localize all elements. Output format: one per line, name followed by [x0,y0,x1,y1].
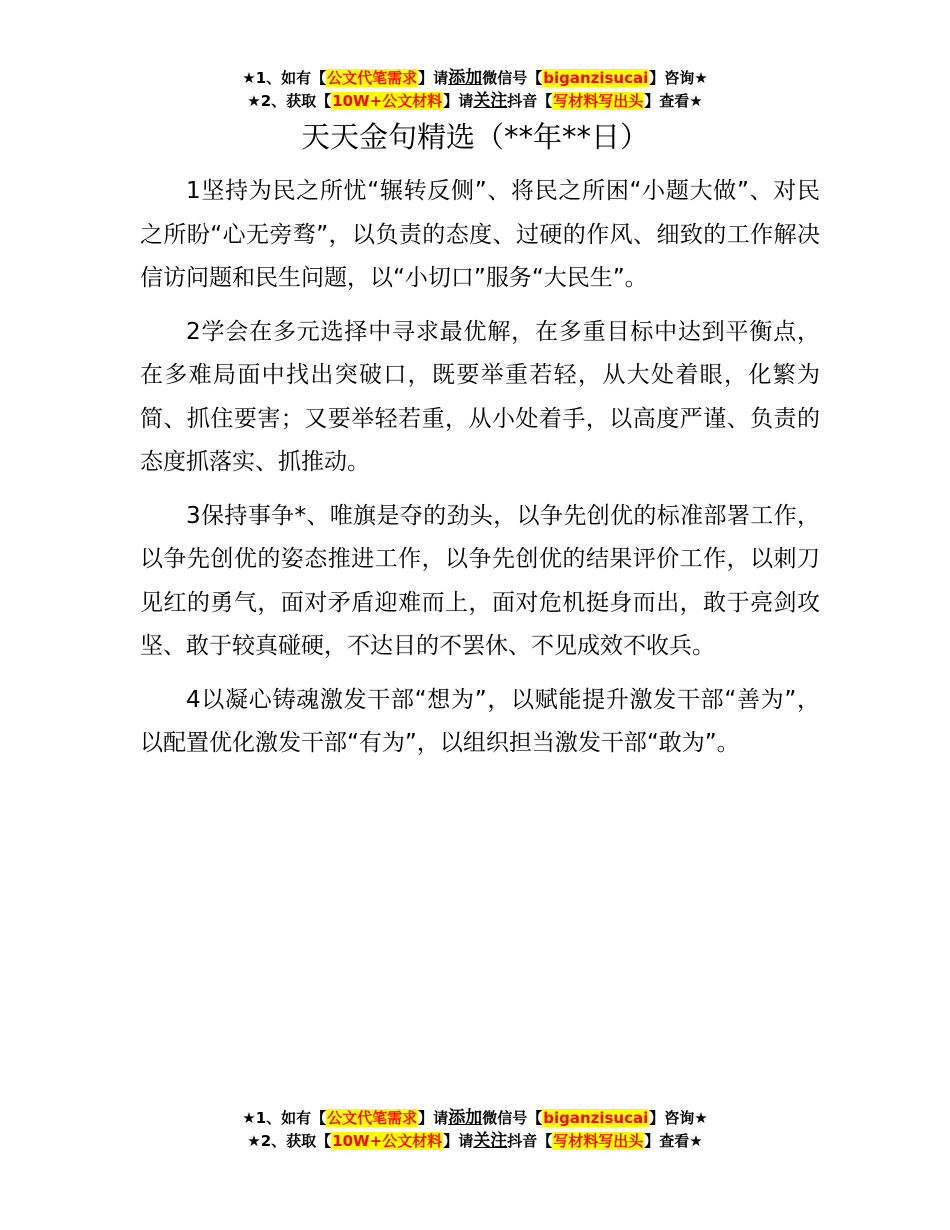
promo-line-1-highlight-wechat: biganzisucai [543,69,649,87]
promo-line-1-underlined: 添加 [448,68,483,88]
promo-footer-line-2-prefix: ★2、获取【 [247,1132,332,1150]
promo-line-1-middle: 】请 [418,69,449,87]
promo-footer-line-1-suffix: 】咨询★ [649,1109,708,1127]
promo-footer-line-2-middle-2: 抖音【 [507,1132,553,1150]
promo-line-1-suffix: 】咨询★ [649,69,708,87]
promo-footer-line-2-highlight-douyin: 写材料写出头 [553,1132,644,1150]
promo-footer-line-2-suffix: 】查看★ [644,1132,703,1150]
promo-line-2-prefix: ★2、获取【 [247,92,332,110]
paragraph-4: 4以凝心铸魂激发干部“想为”，以赋能提升激发干部“善为”，以配置优化激发干部“有为”，以组织担当激发干部“敢为”。 [140,686,820,756]
promo-line-1-middle-2: 微信号【 [482,69,543,87]
promo-footer-line-2 [0,1130,950,1153]
promo-line-2-middle: 】请 [443,92,474,110]
promo-line-2 [0,90,950,113]
promo-footer-line-1-prefix: ★1、如有【 [242,1109,327,1127]
document-body [140,170,820,776]
promo-line-1 [0,67,950,90]
promo-line-1-highlight-service: 公文代笔需求 [327,69,418,87]
paragraph-3: 3保持事争*、唯旗是夺的劲头，以争先创优的标准部署工作，以争先创优的姿态推进工作，以争先创优的结果评价工作，以刺刀见红的勇气，面对矛盾迎难而上，面对危机挺身而出，敢于亮剑攻坚、敢于较真碰硬，不达目的不罢休、不见成效不收兵。 [140,502,820,659]
document-title: 天天金句精选（**年**日） [300,120,649,154]
promo-footer-line-1-middle-2: 微信号【 [482,1109,543,1127]
paragraph-1: 1坚持为民之所忧“辗转反侧”、将民之所困“小题大做”、对民之所盼“心无旁骛”，以负责的态度、过硬的作风、细致的工作解决信访问题和民生问题，以“小切口”服务“大民生”。 [140,178,820,291]
promo-line-2-underlined: 关注 [473,91,508,111]
promo-footer-line-2-middle: 】请 [443,1132,474,1150]
promo-header [0,67,950,113]
promo-footer [0,1107,950,1153]
promo-line-2-middle-2: 抖音【 [507,92,553,110]
promo-line-2-suffix: 】查看★ [644,92,703,110]
paragraph-2: 2学会在多元选择中寻求最优解，在多重目标中达到平衡点，在多难局面中找出突破口，既要举重若轻，从大处着眼，化繁为简、抓住要害；又要举轻若重，从小处着手，以高度严谨、负责的态度抓落实、抓推动。 [140,318,820,475]
promo-footer-line-2-underlined: 关注 [473,1131,508,1151]
promo-footer-line-1-middle: 】请 [418,1109,449,1127]
promo-line-1-prefix: ★1、如有【 [242,69,327,87]
promo-footer-line-1-underlined: 添加 [448,1108,483,1128]
promo-footer-line-1 [0,1107,950,1130]
promo-footer-line-1-highlight-service: 公文代笔需求 [327,1109,418,1127]
promo-footer-line-1-highlight-wechat: biganzisucai [543,1109,649,1127]
promo-line-2-highlight-materials: 10W+公文材料 [332,92,443,110]
promo-line-2-highlight-douyin: 写材料写出头 [553,92,644,110]
promo-footer-line-2-highlight-materials: 10W+公文材料 [332,1132,443,1150]
